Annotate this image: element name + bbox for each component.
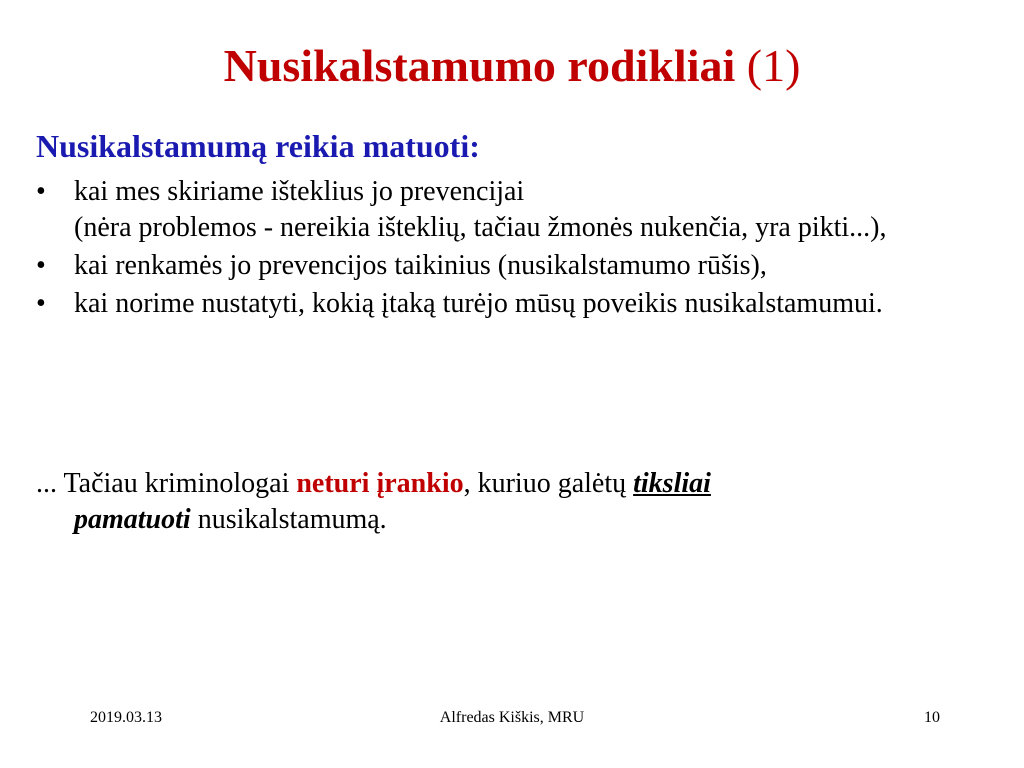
closing-prefix: ... Tačiau kriminologai	[36, 468, 297, 499]
closing-highlight: neturi įrankio	[296, 468, 464, 499]
bullet-text: kai renkamės jo prevencijos taikinius (nusikalstamumo rūšis),	[74, 250, 767, 281]
closing-emphasis-underlined: tiksliai	[633, 468, 711, 499]
slide-title	[0, 36, 1024, 96]
closing-second-line	[36, 502, 936, 538]
bullet-text: kai norime nustatyti, kokią įtaką turėjo mūsų poveikis nusikalstamumui.	[74, 288, 883, 319]
footer-page-number: 10	[924, 709, 940, 726]
closing-middle: , kuriuo galėtų	[463, 468, 634, 499]
closing-statement	[36, 466, 936, 538]
closing-emphasis: pamatuoti	[74, 504, 191, 535]
bullet-symbol: •	[36, 176, 46, 207]
title-number: (1)	[746, 40, 801, 91]
closing-suffix: nusikalstamumą.	[190, 504, 387, 535]
bullet-item	[36, 248, 976, 284]
bullet-item	[36, 286, 976, 322]
bullet-text: kai mes skiriame išteklius jo prevencijai	[74, 176, 525, 207]
bullet-symbol: •	[36, 288, 46, 319]
bullet-symbol: •	[36, 250, 46, 281]
footer-author: Alfredas Kiškis, MRU	[439, 709, 585, 726]
bullet-item	[36, 174, 976, 246]
bullet-list	[36, 174, 976, 324]
bullet-text-continued: (nėra problemos - nereikia išteklių, tačiau žmonės nukenčia, yra pikti...),	[74, 212, 887, 243]
subheading: Nusikalstamumą reikia matuoti:	[36, 128, 480, 164]
footer-date: 2019.03.13	[90, 709, 162, 726]
title-main: Nusikalstamumo rodikliai	[223, 40, 736, 91]
